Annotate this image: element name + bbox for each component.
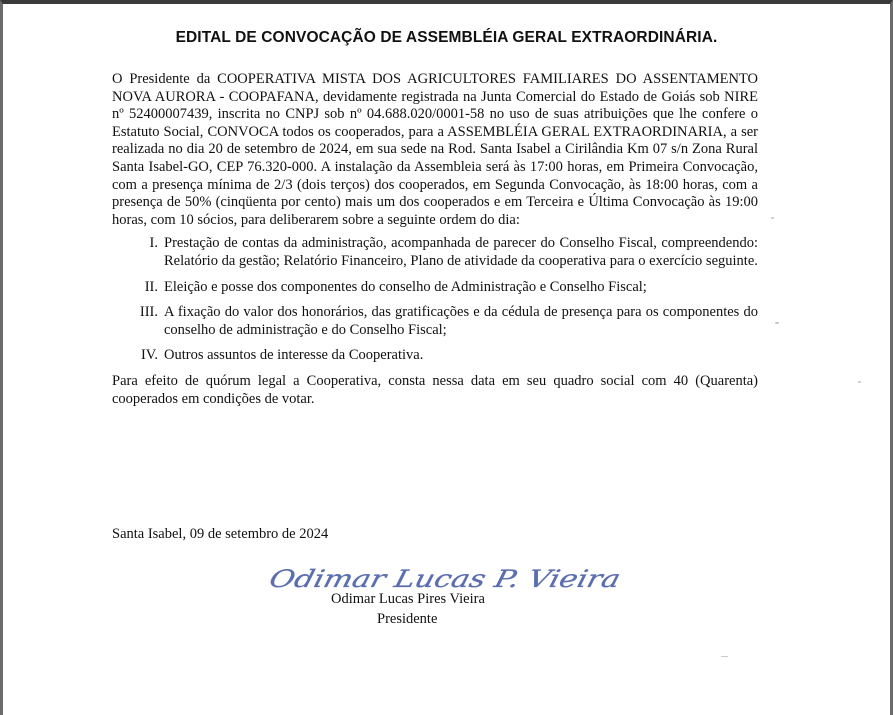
signer-name: Odimar Lucas Pires Vieira: [331, 591, 485, 607]
agenda-item-number: III.: [139, 304, 158, 321]
signature-script: Odimar Lucas P. Vieira: [266, 564, 551, 593]
agenda-item-text: Prestação de contas da administração, acompanhada de parecer do Conselho Fiscal, compreendendo: Relatório da gestão; Relatório Financeiro, Plano de atividade da cooperativa para o exercício seguinte.: [164, 235, 758, 269]
agenda-item: [112, 304, 758, 339]
agenda-list: [112, 235, 758, 365]
signature-block: [263, 559, 643, 639]
agenda-item: [112, 235, 758, 270]
agenda-item-number: I.: [149, 235, 158, 252]
agenda-item-number: II.: [144, 278, 158, 295]
scan-speck: [775, 322, 779, 324]
scan-speck: [771, 217, 774, 219]
intro-paragraph: O Presidente da COOPERATIVA MISTA DOS AGRICULTORES FAMILIARES DO ASSENTAMENTO NOVA AURORA - COOPAFANA, devidamente registrada na Junta Comercial do Estado de Goiás sob NIRE nº 52400007439, inscrita no CNPJ sob nº 04.688.020/0001-58 no uso de suas atribuições que lhe confere o Estatuto Social, CONVOCA todos os cooperados, para a ASSEMBLÉIA GERAL EXTRAORDINARIA, a ser realizada no dia 20 de setembro de 2024, em sua sede na Rod. Santa Isabel a Cirilândia Km 07 s/n Zona Rural Santa Isabel-GO, CEP 76.320-000. A instalação da Assembleia será às 17:00 horas, em Primeira Convocação, com a presença mínima de 2/3 (dois terços) dos cooperados, em Segunda Convocação, às 18:00 horas, com a presença de 50% (cinqüenta por cento) mais um dos cooperados e em Terceira e Última Convocação às 19:00 horas, com 10 sócios, para deliberarem sobre a seguinte ordem do dia:: [112, 71, 758, 228]
signer-role: Presidente: [377, 611, 438, 627]
document-title: EDITAL DE CONVOCAÇÃO DE ASSEMBLÉIA GERAL EXTRAORDINÁRIA.: [175, 29, 718, 46]
place-date: Santa Isabel, 09 de setembro de 2024: [112, 526, 329, 542]
agenda-item-text: Eleição e posse dos componentes do conselho de Administração e Conselho Fiscal;: [164, 278, 647, 295]
agenda-item: [112, 347, 758, 365]
agenda-item-text: Outros assuntos de interesse da Cooperativa.: [164, 347, 424, 364]
agenda-item-text: A fixação do valor dos honorários, das gratificações e da cédula de presença para os componentes do conselho de administração e do Conselho Fiscal;: [164, 304, 758, 338]
agenda-item-number: IV.: [140, 347, 158, 364]
agenda-item: [112, 279, 758, 297]
document-body: [112, 71, 758, 408]
scan-speck: [721, 656, 728, 657]
quorum-paragraph: Para efeito de quórum legal a Cooperativa, consta nessa data em seu quadro social com 40 (Quarenta) cooperados em condições de votar.: [112, 372, 758, 407]
scan-speck: [858, 381, 861, 383]
